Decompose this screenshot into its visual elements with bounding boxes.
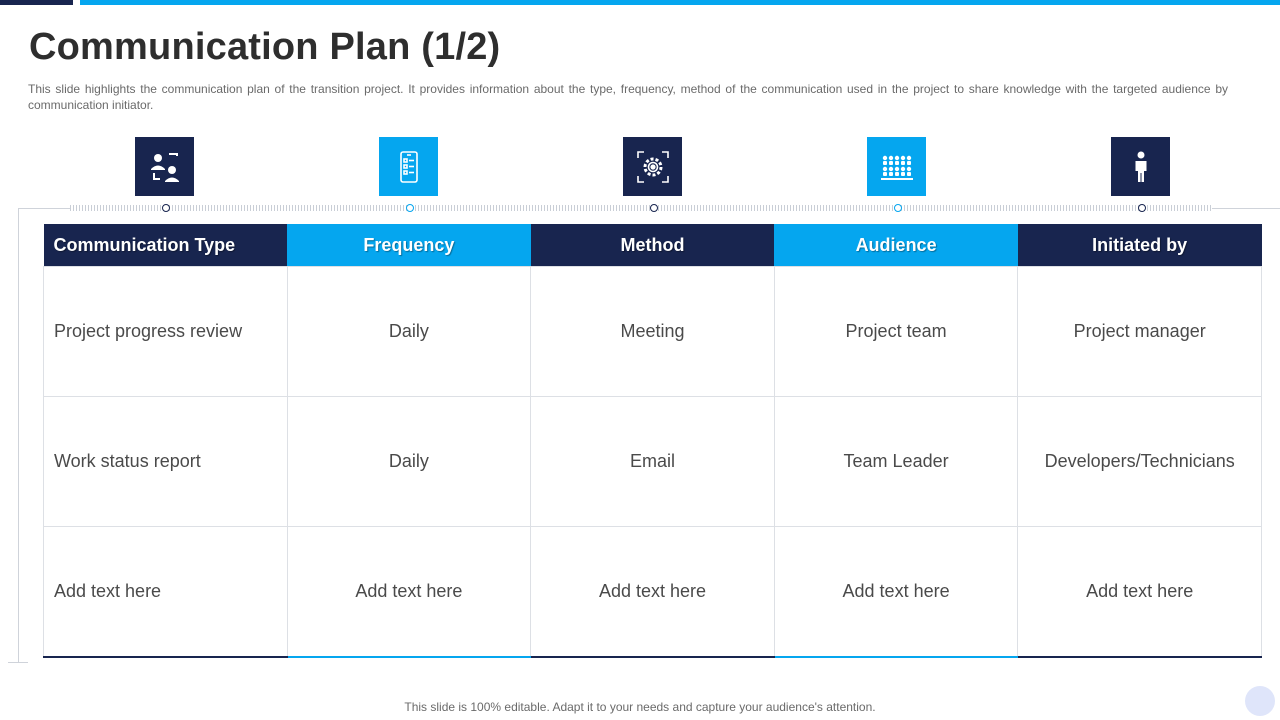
table-row [44, 397, 1262, 527]
cell-audience: Project team [774, 267, 1018, 397]
person-icon [1111, 137, 1170, 196]
slide-footer-note: This slide is 100% editable. Adapt it to your needs and capture your audience's attention. [404, 700, 876, 714]
cell-initiated-by: Developers/Technicians [1018, 397, 1262, 527]
corner-decoration-circle [1245, 686, 1275, 716]
communication-plan-table [43, 224, 1262, 658]
cell-method[interactable]: Add text here [531, 527, 775, 658]
table-row [44, 527, 1262, 658]
frame-line-top [18, 208, 70, 209]
frame-line-left [18, 208, 19, 663]
cell-initiated-by: Project manager [1018, 267, 1262, 397]
top-accent-bar-dark [0, 0, 73, 5]
frame-line-bottom [8, 662, 28, 663]
cell-communication-type: Work status report [44, 397, 288, 527]
cell-audience[interactable]: Add text here [774, 527, 1018, 658]
team-meeting-icon [135, 137, 194, 196]
table-row [44, 267, 1262, 397]
checklist-phone-icon [379, 137, 438, 196]
timeline-dot-3 [650, 204, 658, 212]
cell-initiated-by[interactable]: Add text here [1018, 527, 1262, 658]
cell-frequency: Daily [287, 397, 531, 527]
gear-target-icon [623, 137, 682, 196]
header-audience: Audience [774, 224, 1018, 267]
header-method: Method [531, 224, 775, 267]
timeline-dot-2 [406, 204, 414, 212]
cell-frequency[interactable]: Add text here [287, 527, 531, 658]
frame-line-top-right [1212, 208, 1280, 209]
cell-method: Meeting [531, 267, 775, 397]
top-accent-bar-blue [80, 0, 1280, 5]
timeline-dot-5 [1138, 204, 1146, 212]
cell-frequency: Daily [287, 267, 531, 397]
table-header-row [44, 224, 1262, 267]
cell-communication-type[interactable]: Add text here [44, 527, 288, 658]
slide-description: This slide highlights the communication plan of the transition project. It provides information about the type, frequency, method of the communication used in the project to share knowledge with the targeted audience by communication initiator. [28, 82, 1228, 112]
cell-audience: Team Leader [774, 397, 1018, 527]
header-frequency: Frequency [287, 224, 531, 267]
timeline-ruler [70, 205, 1212, 211]
cell-method: Email [531, 397, 775, 527]
timeline-dot-1 [162, 204, 170, 212]
cell-communication-type: Project progress review [44, 267, 288, 397]
header-communication-type: Communication Type [44, 224, 288, 267]
audience-crowd-icon [867, 137, 926, 196]
timeline-dot-4 [894, 204, 902, 212]
slide-title: Communication Plan (1/2) [29, 26, 501, 68]
header-initiated-by: Initiated by [1018, 224, 1262, 267]
